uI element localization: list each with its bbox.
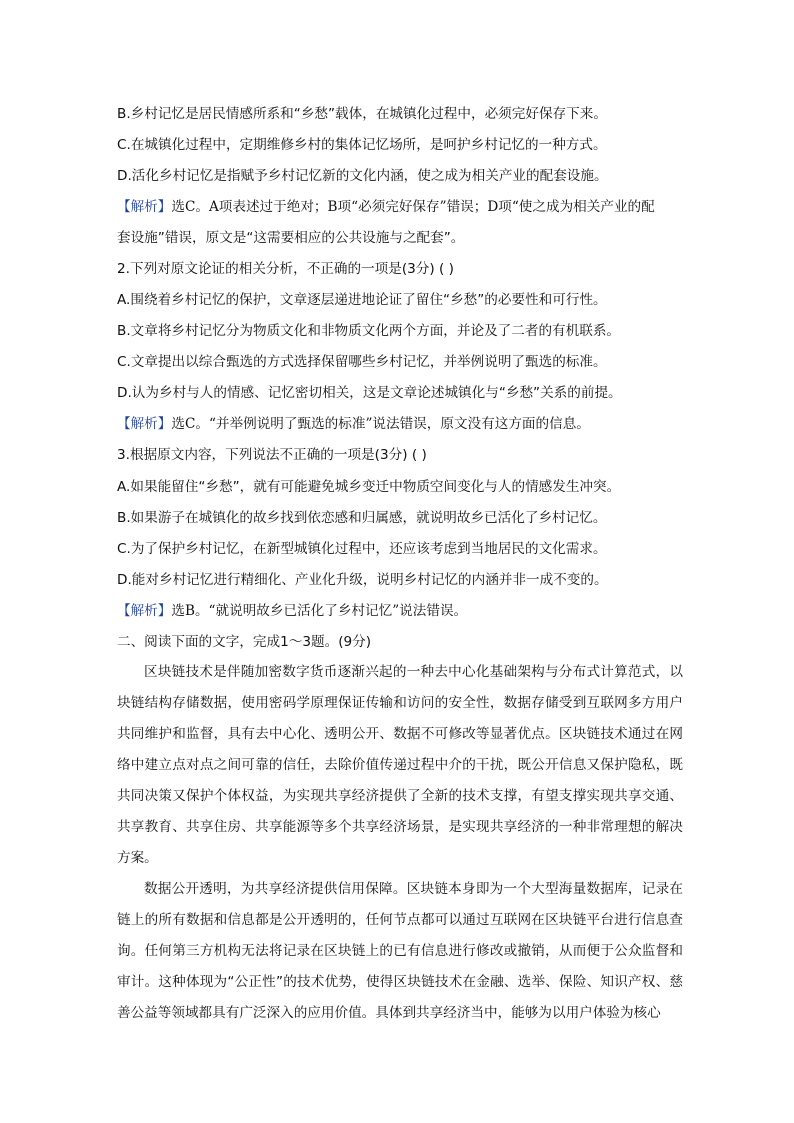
- q1-option-c: C.在城镇化过程中，定期维修乡村的集体记忆场所，是呵护乡村记忆的一种方式。: [117, 137, 607, 153]
- analysis-tag: 【解析】: [117, 603, 172, 619]
- q3-stem: 3.根据原文内容，下列说法不正确的一项是(3分) ( ): [117, 447, 427, 463]
- section-heading: 二、阅读下面的文字，完成1～3题。(9分): [117, 634, 372, 650]
- analysis-text: 选C。“并举例说明了甄选的标准”说法错误，原文没有这方面的信息。: [171, 416, 590, 432]
- passage-paragraph-2: 数据公开透明，为共享经济提供信用保障。区块链本身即为一个大型海量数据库，记录在链上的所有数据和信息都是公开透明的，任何节点都可以通过互联网在区块链平台进行信息查询。任何第三方机构无法将记录在区块链上的已有信息进行修改或撤销，从而便于公众监督和审计。这种体现为“公正性”的技术优势，使得区块链技术在金融、选举、保险、知识产权、慈善公益等领域都具有广泛深入的应用价值。具体到共享经济当中，能够为以用户体验为核心: [117, 881, 683, 1021]
- q2-analysis: [117, 414, 682, 434]
- q3-option-d: D.能对乡村记忆进行精细化、产业化升级，说明乡村记忆的内涵并非一成不变的。: [117, 572, 608, 588]
- passage-paragraph-1: 区块链技术是伴随加密数字货币逐渐兴起的一种去中心化基础架构与分布式计算范式，以块链结构存储数据，使用密码学原理保证传输和访问的安全性，数据存储受到互联网多方用户共同维护和监督，具有去中心化、透明公开、数据不可修改等显著优点。区块链技术通过在网络中建立点对点之间可靠的信任，去除价值传递过程中介的干扰，既公开信息又保护隐私，既共同决策又保护个体权益，为实现共享经济提供了全新的技术支撑，有望支撑实现共享交通、共享教育、共享住房、共享能源等多个共享经济场景，是实现共享经济的一种非常理想的解决方案。: [117, 664, 683, 866]
- q2-option-c: C.文章提出以综合甄选的方式选择保留哪些乡村记忆，并举例说明了甄选的标准。: [117, 354, 607, 370]
- analysis-text: 选C。A项表述过于绝对；B项“必须完好保存”错误；D项“使之成为相关产业的配: [171, 199, 655, 215]
- q3-option-b: B.如果游子在城镇化的故乡找到依恋感和归属感，就说明故乡已活化了乡村记忆。: [117, 510, 607, 526]
- q2-option-b: B.文章将乡村记忆分为物质文化和非物质文化两个方面，并论及了二者的有机联系。: [117, 323, 621, 339]
- q1-option-b: B.乡村记忆是居民情感所系和“乡愁”载体，在城镇化过程中，必须完好保存下来。: [117, 106, 607, 122]
- q2-option-d: D.认为乡村与人的情感、记忆密切相关，这是文章论述城镇化与“乡愁”关系的前提。: [117, 385, 622, 401]
- q1-analysis: [117, 197, 682, 217]
- q3-analysis: [117, 601, 682, 621]
- q1-option-d: D.活化乡村记忆是指赋予乡村记忆新的文化内涵，使之成为相关产业的配套设施。: [117, 168, 608, 184]
- analysis-tag: 【解析】: [117, 416, 172, 432]
- q2-option-a: A.围绕着乡村记忆的保护，文章逐层递进地论证了留住“乡愁”的必要性和可行性。: [117, 292, 607, 308]
- q3-option-a: A.如果能留住“乡愁”，就有可能避免城乡变迁中物质空间变化与人的情感发生冲突。: [117, 479, 621, 495]
- q1-analysis-cont: 套设施”错误，原文是“这需要相应的公共设施与之配套”。: [117, 230, 465, 246]
- q3-option-c: C.为了保护乡村记忆，在新型城镇化过程中，还应该考虑到当地居民的文化需求。: [117, 541, 607, 557]
- analysis-tag: 【解析】: [117, 199, 172, 215]
- analysis-text: 选B。“就说明故乡已活化了乡村记忆”说法错误。: [171, 603, 468, 619]
- q2-stem: 2.下列对原文论证的相关分析，不正确的一项是(3分) ( ): [117, 261, 454, 277]
